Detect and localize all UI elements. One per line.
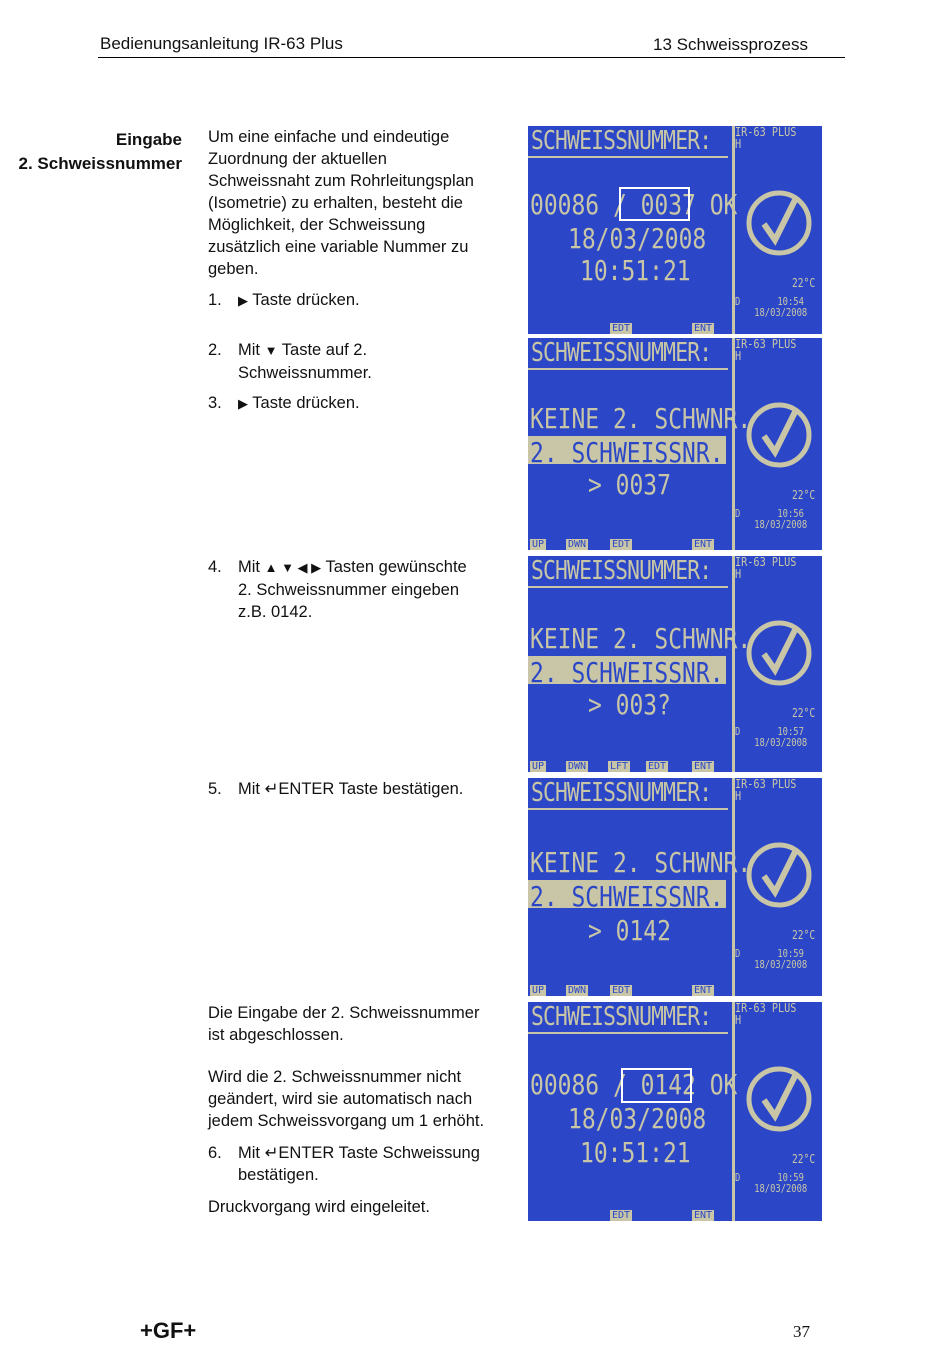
- lcd-title: SCHWEISSNUMMER:: [531, 338, 712, 368]
- paragraph-line: geändert, wird sie automatisch nach: [208, 1090, 473, 1108]
- lcd-line1: KEINE 2. SCHWNR.: [530, 846, 752, 879]
- step-number: 5.: [208, 780, 222, 798]
- step-text: Mit: [238, 1144, 260, 1162]
- lcd-clock: 10:54: [777, 295, 804, 308]
- lcd-screen-5: [528, 1002, 822, 1221]
- softkey-down: DWN: [568, 539, 587, 550]
- lcd-date-info: D 10:59 18/03/2008: [735, 947, 808, 971]
- step-text: Taste auf 2.: [281, 341, 368, 359]
- lcd-title: SCHWEISSNUMMER:: [531, 126, 712, 156]
- header-rule: [98, 57, 845, 58]
- intro-line: zusätzlich eine variable Nummer zu: [208, 238, 469, 256]
- right-arrow-key-icon: ▶: [238, 293, 248, 308]
- step-text: Tasten gewünschte: [325, 558, 467, 576]
- final-paragraph: Druckvorgang wird eingeleitet.: [208, 1198, 430, 1216]
- lcd-temperature: 22°C: [792, 928, 816, 942]
- lcd-line1: 00086 / 0142 OK: [530, 1068, 738, 1101]
- paragraph-line: Wird die 2. Schweissnummer nicht: [208, 1068, 462, 1086]
- gf-logo: +GF+: [140, 1318, 197, 1343]
- step-text: Taste drücken.: [252, 394, 360, 412]
- lcd-date: 18/03/2008: [754, 306, 808, 319]
- softkey-enter: ENT: [694, 1210, 713, 1221]
- check-circle-icon: [744, 1052, 814, 1147]
- softkey-edit: EDT: [648, 761, 667, 772]
- softkey-up: UP: [532, 985, 545, 996]
- header-chapter: 13 Schweissprozess: [653, 35, 808, 54]
- lcd-model-mode: H: [735, 1013, 742, 1027]
- lcd-clock: 10:59: [777, 1171, 804, 1184]
- lcd-screen-2: [528, 338, 822, 550]
- lcd-clock: 10:59: [777, 947, 804, 960]
- lcd-title: SCHWEISSNUMMER:: [531, 778, 712, 808]
- softkey-edit: EDT: [612, 323, 631, 334]
- lcd-model-mode: H: [735, 789, 742, 803]
- intro-line: Um eine einfache und eindeutige: [208, 128, 450, 146]
- lcd-model-mode: H: [735, 567, 742, 581]
- paragraph-line: Die Eingabe der 2. Schweissnummer: [208, 1004, 480, 1022]
- lcd-model: [735, 778, 796, 802]
- intro-line: Möglichkeit, der Schweissung: [208, 216, 426, 234]
- lcd-selection: [528, 656, 726, 689]
- lcd-divider: [528, 156, 728, 158]
- lcd-date: 18/03/2008: [754, 736, 808, 749]
- intro-line: Zuordnung der aktuellen: [208, 150, 387, 168]
- lcd-temperature: 22°C: [792, 706, 816, 720]
- lcd-model-name: IR-63 PLUS: [735, 778, 797, 791]
- softkey-enter: ENT: [694, 539, 713, 550]
- lcd-model: [735, 338, 796, 362]
- lcd-line1: 00086 / 0037 OK: [530, 188, 738, 221]
- check-circle-icon: [744, 828, 814, 923]
- right-arrow-key-icon: ▶: [238, 396, 248, 411]
- lcd-line2: 2. SCHWEISSNR.: [530, 880, 724, 913]
- step-number: 6.: [208, 1144, 222, 1162]
- softkey-enter: ENT: [694, 985, 713, 996]
- lcd-divider: [528, 586, 728, 588]
- lcd-date: 18/03/2008: [754, 518, 808, 531]
- lcd-divider: [528, 808, 728, 810]
- step-text: Mit: [238, 780, 260, 798]
- step-text: bestätigen.: [238, 1166, 319, 1184]
- step-number: 2.: [208, 341, 222, 359]
- lcd-date: 18/03/2008: [754, 958, 808, 971]
- lcd-line3: 10:51:21: [580, 254, 691, 287]
- softkey-enter: ENT: [694, 323, 713, 334]
- section-heading-line2: 2. Schweissnummer: [18, 154, 182, 173]
- lcd-temperature: 22°C: [792, 276, 816, 290]
- intro-line: geben.: [208, 260, 259, 278]
- intro-line: Schweissnaht zum Rohrleitungsplan: [208, 172, 474, 190]
- intro-paragraph: [208, 126, 474, 280]
- lcd-model: [735, 556, 796, 580]
- lcd-line1: KEINE 2. SCHWNR.: [530, 622, 752, 655]
- enter-key-icon: ↵: [264, 1144, 279, 1162]
- lcd-model-mode: H: [735, 349, 742, 363]
- softkey-left: LFT: [610, 761, 629, 772]
- step-text: Mit: [238, 341, 260, 359]
- highlight-frame: [621, 1068, 692, 1103]
- step-text: ENTER Taste Schweissung: [278, 1144, 480, 1162]
- step-text: Mit: [238, 558, 260, 576]
- check-circle-icon: [744, 388, 814, 483]
- check-circle-icon: [744, 176, 814, 271]
- header-title: Bedienungsanleitung IR-63 Plus: [100, 34, 343, 53]
- lcd-date-info: D 10:59 18/03/2008: [735, 1171, 808, 1195]
- lcd-model-name: IR-63 PLUS: [735, 556, 797, 569]
- highlight-frame: [619, 187, 690, 221]
- lcd-line1: KEINE 2. SCHWNR.: [530, 402, 752, 435]
- lcd-line2: 18/03/2008: [568, 222, 707, 255]
- softkey-enter: ENT: [694, 761, 713, 772]
- lcd-title: SCHWEISSNUMMER:: [531, 556, 712, 586]
- step-number: 3.: [208, 394, 222, 412]
- done-paragraph: [208, 1002, 479, 1046]
- note-paragraph: [208, 1066, 484, 1132]
- lcd-model-name: IR-63 PLUS: [735, 338, 797, 351]
- lcd-line2: 2. SCHWEISSNR.: [530, 656, 724, 689]
- lcd-screen-4: [528, 778, 822, 996]
- check-circle-icon: [744, 606, 814, 701]
- lcd-line2: 2. SCHWEISSNR.: [530, 436, 724, 469]
- step-text: Taste drücken.: [252, 291, 360, 309]
- step-text: 2. Schweissnummer eingeben: [238, 581, 460, 599]
- lcd-model-name: IR-63 PLUS: [735, 1002, 797, 1015]
- lcd-clock: 10:57: [777, 725, 804, 738]
- lcd-screen-3: [528, 556, 822, 772]
- lcd-screen-1: [528, 126, 822, 334]
- softkey-edit: EDT: [612, 539, 631, 550]
- step-4: [208, 556, 467, 623]
- down-arrow-key-icon: ▼: [264, 343, 278, 358]
- step-text: z.B. 0142.: [238, 603, 313, 621]
- softkey-up: UP: [532, 761, 545, 772]
- softkey-edit: EDT: [612, 1210, 631, 1221]
- section-heading-line1: Eingabe: [115, 130, 182, 149]
- step-number: 1.: [208, 291, 222, 309]
- lcd-line3: > 003?: [588, 688, 671, 721]
- softkey-up: UP: [532, 539, 545, 550]
- lcd-date-info: D 10:54 18/03/2008: [735, 295, 808, 319]
- lcd-clock: 10:56: [777, 507, 804, 520]
- lcd-model-name: IR-63 PLUS: [735, 126, 797, 139]
- lcd-model: [735, 1002, 796, 1026]
- lcd-date: 18/03/2008: [754, 1182, 808, 1195]
- lcd-line3: > 0142: [588, 914, 671, 947]
- step-3: [208, 392, 360, 415]
- arrow-keys-icon: ▲ ▼ ◀ ▶: [264, 560, 322, 575]
- lcd-model-mode: H: [735, 137, 742, 151]
- lcd-divider: [528, 368, 728, 370]
- section-heading: [19, 128, 182, 176]
- softkey-down: DWN: [568, 985, 587, 996]
- lcd-date-info: D 10:57 18/03/2008: [735, 725, 808, 749]
- step-2: [208, 339, 372, 384]
- lcd-selection: [528, 436, 726, 469]
- lcd-selection: [528, 880, 726, 913]
- step-5: [208, 778, 463, 800]
- intro-line: (Isometrie) zu erhalten, besteht die: [208, 194, 463, 212]
- step-1: [208, 289, 360, 312]
- step-number: 4.: [208, 558, 222, 576]
- page-number: 37: [793, 1322, 810, 1341]
- paragraph-line: jedem Schweissvorgang um 1 erhöht.: [208, 1112, 485, 1130]
- lcd-line3: 10:51:21: [580, 1136, 691, 1169]
- lcd-temperature: 22°C: [792, 1152, 816, 1166]
- softkey-edit: EDT: [612, 985, 631, 996]
- lcd-line2: 18/03/2008: [568, 1102, 707, 1135]
- softkey-down: DWN: [568, 761, 587, 772]
- lcd-divider: [528, 1032, 728, 1034]
- lcd-date-info: D 10:56 18/03/2008: [735, 507, 808, 531]
- lcd-line3: > 0037: [588, 468, 671, 501]
- lcd-model: [735, 126, 796, 150]
- step-text: Schweissnummer.: [238, 364, 372, 382]
- paragraph-line: ist abgeschlossen.: [208, 1026, 344, 1044]
- lcd-title: SCHWEISSNUMMER:: [531, 1002, 712, 1032]
- lcd-temperature: 22°C: [792, 488, 816, 502]
- step-text: ENTER Taste bestätigen.: [278, 780, 464, 798]
- step-6: [208, 1142, 480, 1186]
- enter-key-icon: ↵: [264, 780, 279, 798]
